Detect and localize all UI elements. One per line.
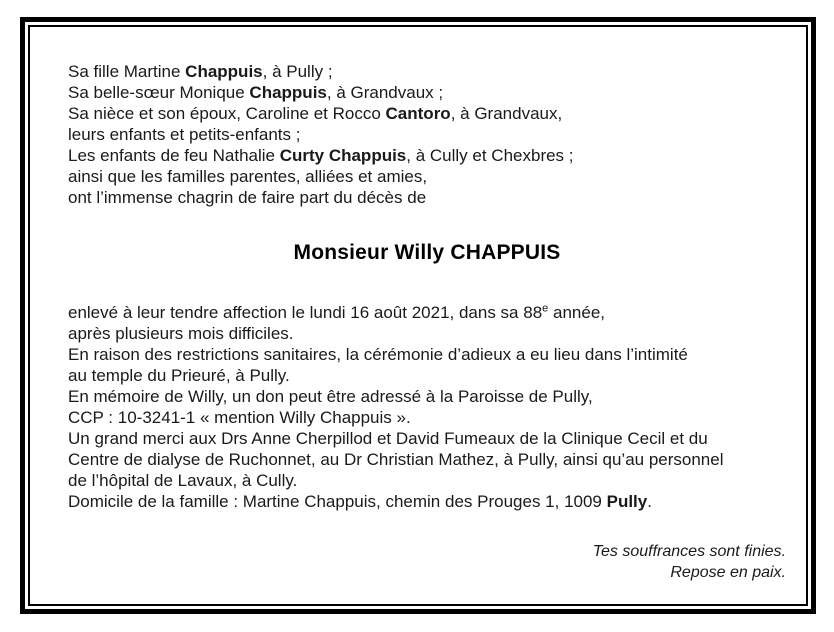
text-segment: au temple du Prieuré, à Pully. [68, 366, 290, 385]
text-segment: ainsi que les familles parentes, alliées et amies, [68, 167, 428, 186]
text-line [68, 187, 786, 208]
text-segment: Centre de dialyse de Ruchonnet, au Dr Christian Mathez, à Pully, ainsi qu’au personnel [68, 450, 724, 469]
text-segment: leurs enfants et petits-enfants ; [68, 125, 301, 144]
text-segment: Un grand merci aux Drs Anne Cherpillod et David Fumeaux de la Clinique Cecil et du [68, 429, 708, 448]
bold-name-text: Pully [606, 492, 648, 511]
announcement-paragraph [68, 302, 786, 512]
bold-name-text: Cantoro [385, 104, 451, 123]
text-segment: de l’hôpital de Lavaux, à Cully. [68, 471, 298, 490]
text-segment: , à Grandvaux, [450, 104, 563, 123]
text-line [68, 103, 786, 124]
family-intro-paragraph [68, 61, 786, 208]
text-segment: , à Cully et Chexbres ; [406, 146, 574, 165]
text-segment: En raison des restrictions sanitaires, la cérémonie d’adieux a eu lieu dans l’intimité [68, 345, 688, 364]
notice-inner-frame [28, 25, 808, 606]
death-notice-content [30, 27, 806, 604]
text-segment: . [647, 492, 652, 511]
text-segment: après plusieurs mois difficiles. [68, 324, 294, 343]
text-line [68, 491, 786, 512]
text-segment: Les enfants de feu Nathalie [68, 146, 280, 165]
bold-name-text: Chappuis [185, 62, 263, 81]
text-segment: Sa nièce et son époux, Caroline et Rocco [68, 104, 386, 123]
text-line [68, 344, 786, 365]
epitaph [68, 541, 786, 583]
text-segment: En mémoire de Willy, un don peut être adressé à la Paroisse de Pully, [68, 387, 593, 406]
text-line: Tes souffrances sont finies. [592, 543, 786, 560]
text-line [68, 365, 786, 386]
text-segment: Sa fille Martine [68, 62, 186, 81]
text-line [68, 124, 786, 145]
deceased-name-title: Monsieur Willy CHAPPUIS [293, 241, 561, 264]
text-segment: Domicile de la famille : Martine Chappuis, chemin des Prouges 1, 1009 [68, 492, 607, 511]
text-segment: ont l’immense chagrin de faire part du décès de [68, 188, 427, 207]
text-line [68, 61, 786, 82]
bold-name-text: Chappuis [249, 83, 327, 102]
text-segment: enlevé à leur tendre affection le lundi 16 août 2021, dans sa 88 [68, 303, 543, 322]
text-segment: CCP : 10-3241-1 « mention Willy Chappuis ». [68, 408, 411, 427]
notice-outer-frame [20, 17, 816, 614]
text-segment: année, [548, 303, 606, 322]
text-segment: , à Pully ; [262, 62, 333, 81]
text-line: Repose en paix. [670, 564, 786, 581]
text-line [68, 428, 786, 449]
bold-name-text: Curty Chappuis [279, 146, 407, 165]
text-line [68, 323, 786, 344]
text-line [68, 166, 786, 187]
text-segment: , à Grandvaux ; [326, 83, 444, 102]
text-line [68, 82, 786, 103]
text-line [68, 470, 786, 491]
superscript-text: e [542, 302, 549, 315]
text-line [68, 407, 786, 428]
text-line [68, 145, 786, 166]
text-segment: Sa belle-sœur Monique [68, 83, 250, 102]
text-line [68, 302, 786, 323]
text-line [68, 386, 786, 407]
text-line [68, 449, 786, 470]
